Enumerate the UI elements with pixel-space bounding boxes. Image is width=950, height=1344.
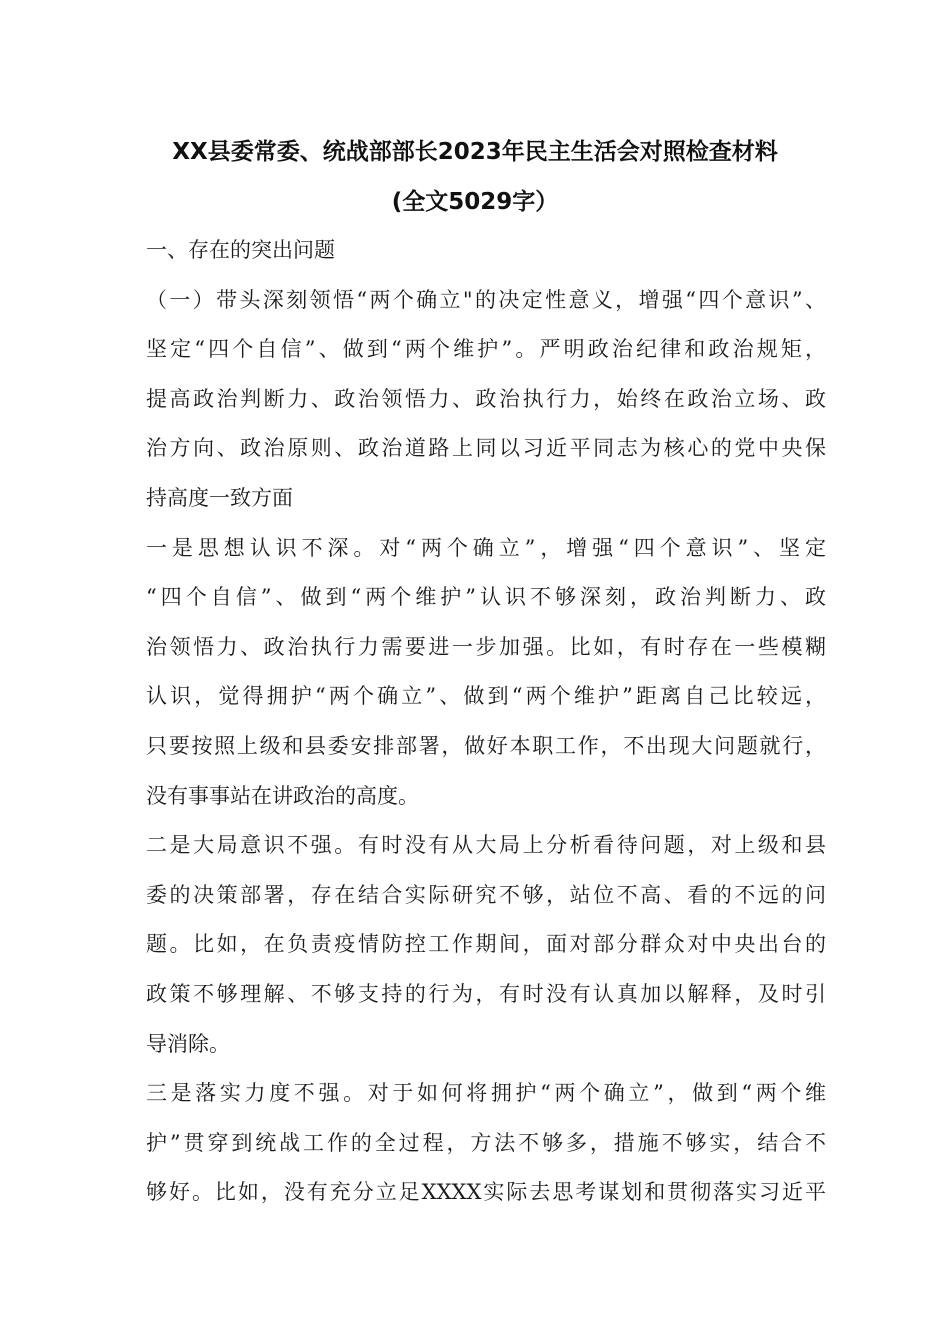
- paragraph-2: [146, 524, 826, 822]
- document-title: XX县委常委、统战部部长2023年民主生活会对照检查材料: [172, 139, 778, 165]
- paragraph-line: 坚定“四个自信”、做到“两个维护”。严明政治纪律和政治规矩，: [146, 337, 826, 362]
- paragraph-line: 只要按照上级和县委安排部署，做好本职工作，不出现大问题就行，: [146, 733, 826, 758]
- document-subtitle-word-count: (全文5029字）: [391, 189, 559, 215]
- paragraph-line: 提高政治判断力、政治领悟力、政治执行力，始终在政治立场、政: [146, 386, 826, 411]
- paragraph-line: 导消除。: [146, 1031, 230, 1056]
- paragraph-3: [146, 821, 826, 1069]
- paragraph-line: 政策不够理解、不够支持的行为，有时没有认真加以解释，及时引: [146, 981, 826, 1006]
- paragraph-line: 护”贯穿到统战工作的全过程，方法不够多，措施不够实，结合不: [146, 1130, 826, 1155]
- paragraph-line: 治领悟力、政治执行力需要进一步加强。比如，有时存在一些模糊: [146, 634, 826, 659]
- paragraph-1: [146, 276, 826, 524]
- paragraph-line: 题。比如，在负责疫情防控工作期间，面对部分群众对中央出台的: [146, 932, 826, 957]
- document-body: [146, 226, 826, 1218]
- paragraph-line: （一）带头深刻领悟“两个确立"的决定性意义，增强“四个意识”、: [146, 287, 826, 312]
- paragraph-line: 委的决策部署，存在结合实际研究不够，站位不高、看的不远的问: [146, 882, 826, 907]
- paragraph-line: 治方向、政治原则、政治道路上同以习近平同志为核心的党中央保: [146, 436, 826, 461]
- section-heading: 一、存在的突出问题: [146, 238, 335, 262]
- paragraph-line: 三是落实力度不强。对于如何将拥护“两个确立”，做到“两个维: [146, 1081, 826, 1106]
- paragraph-line: 没有事事站在讲政治的高度。: [146, 783, 419, 808]
- paragraph-line: 持高度一致方面: [146, 485, 293, 510]
- paragraph-line: 够好。比如，没有充分立足XXXX实际去思考谋划和贯彻落实习近平: [146, 1180, 826, 1205]
- paragraph-line: 认识，觉得拥护“两个确立”、做到“两个维护”距离自己比较远，: [146, 684, 826, 709]
- paragraph-line: 一是思想认识不深。对“两个确立”，增强“四个意识”、坚定: [146, 535, 826, 560]
- paragraph-line: “四个自信”、做到“两个维护”认识不够深刻，政治判断力、政: [146, 585, 826, 610]
- paragraph-4: [146, 1069, 826, 1218]
- paragraph-line: 二是大局意识不强。有时没有从大局上分析看待问题，对上级和县: [146, 833, 826, 858]
